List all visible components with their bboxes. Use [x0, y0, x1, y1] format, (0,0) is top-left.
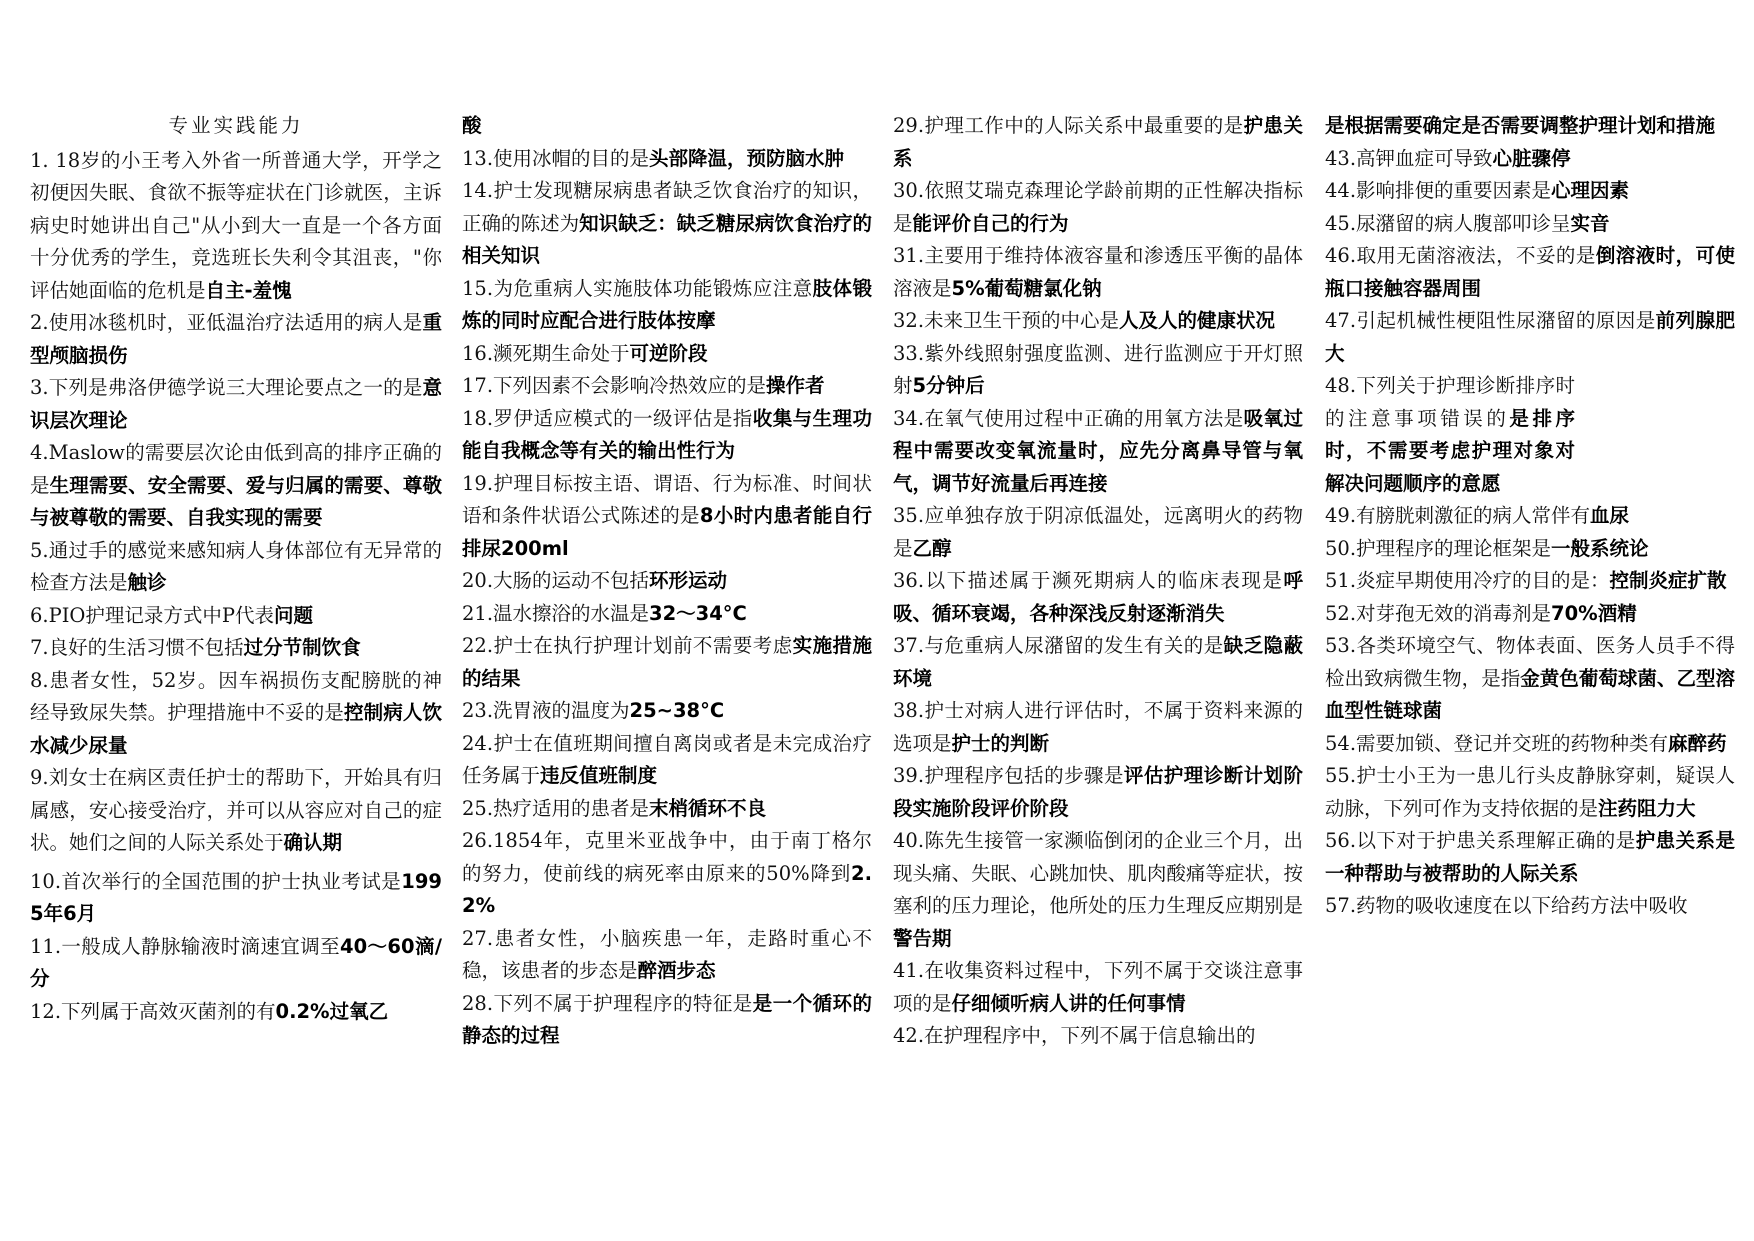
question-text: 52.对芽孢无效的消毒剂是	[1325, 601, 1552, 625]
question-text: 30.依照艾瑞克森理论学龄前期的正性解决指标是	[893, 179, 1303, 235]
answer-text: 头部降温，预防脑水肿	[649, 146, 845, 170]
question-item	[893, 175, 1303, 240]
question-text: 11.一般成人静脉输液时滴速宜调至	[30, 934, 340, 958]
question-item	[1325, 825, 1735, 890]
question-item	[462, 630, 872, 695]
question-text: 8.患者女性，52岁。因车祸损伤支配膀胱的神经导致尿失禁。护理措施中不妥的是	[30, 668, 442, 724]
answer-text: 吸氧过程中需要改变氧流量时，应先分离鼻导管与氧气，调节好流量后再连接	[893, 406, 1303, 495]
question-item	[893, 1020, 1303, 1053]
question-text: 26.1854年，克里米亚战争中，由于南丁格尔的努力，使前线的病死率由原来的50%降到	[462, 829, 872, 885]
question-item	[1325, 175, 1735, 208]
question-item	[462, 565, 872, 598]
question-text: 2.使用冰毯机时，亚低温治疗法适用的病人是	[30, 311, 423, 334]
question-text: 34.在氧气使用过程中正确的用氧方法是	[893, 406, 1244, 430]
answer-text: 警告期	[893, 926, 952, 950]
question-item	[462, 338, 872, 371]
answer-text: 可逆阶段	[629, 341, 708, 365]
answer-text: 实音	[1570, 211, 1610, 235]
question-text: 1. 18岁的小王考入外省一所普通大学，开学之初便因失眠、食欲不振等症状在门诊就医，主诉病史时她讲出自己"从小到大一直是一个各方面十分优秀的学生，竞选班长失利令其沮丧，"你评估她面临的危机是	[30, 148, 442, 302]
answer-text: 心脏骤停	[1492, 146, 1571, 170]
question-text: 53.各类环境空气、物体表面、医务人员手不得检出致病微生物，是指	[1325, 634, 1735, 690]
question-item	[1325, 728, 1735, 761]
answer-text: 仔细倾听病人讲的任何事情	[951, 991, 1186, 1015]
question-item	[30, 600, 442, 633]
answer-text: 25~38°C	[629, 699, 725, 722]
answer-text: 知识缺乏：缺乏糖尿病饮食治疗的相关知识	[462, 211, 872, 267]
question-item	[30, 931, 442, 996]
question-item	[893, 338, 1303, 403]
answer-text: 评估护理诊断计划阶段实施阶段评价阶段	[893, 764, 1303, 820]
question-item	[1325, 760, 1735, 825]
answer-text: 一般系统论	[1551, 536, 1649, 560]
question-item	[1325, 110, 1735, 143]
answer-text: 40～60滴/分	[30, 934, 442, 990]
column-2	[462, 110, 872, 1053]
answer-text: 5%葡萄糖氯化钠	[951, 276, 1102, 300]
question-text: 40.陈先生接管一家濒临倒闭的企业三个月，出现头痛、失眠、心跳加快、肌肉酸痛等症状，按塞利的压力理论，他所处的压力生理反应期别是	[893, 829, 1303, 917]
answer-text: 过分节制饮食	[243, 636, 361, 659]
question-text: 20.大肠的运动不包括	[462, 569, 650, 592]
answer-text: 金黄色葡萄球菌、乙型溶血型性链球菌	[1325, 666, 1735, 722]
question-item	[893, 760, 1303, 825]
question-item	[1325, 370, 1575, 500]
answer-text: 自主-羞愧	[205, 278, 292, 302]
answer-text: 收集与生理功能自我概念等有关的输出性行为	[462, 406, 872, 462]
question-item	[893, 110, 1303, 175]
answer-text: 末梢循环不良	[649, 796, 767, 820]
question-text: 23.洗胃液的温度为	[462, 699, 630, 722]
answer-text: 2.2%	[462, 861, 872, 917]
question-text: 7.良好的生活习惯不包括	[30, 636, 244, 659]
answer-text: 是根据需要确定是否需要调整护理计划和措施	[1325, 114, 1716, 137]
question-text: 6.PIO护理记录方式中P代表	[30, 603, 275, 627]
question-item	[30, 307, 442, 372]
answer-text: 控制炎症扩散	[1609, 569, 1727, 592]
question-text: 4.Maslow的需要层次论由低到高的排序正确的是	[30, 441, 442, 497]
question-item	[1325, 533, 1735, 566]
question-text: 37.与危重病人尿潴留的发生有关的是	[893, 634, 1224, 657]
answer-text: 能评价自己的行为	[912, 211, 1069, 235]
question-text: 25.热疗适用的患者是	[462, 796, 650, 820]
answer-text: 前列腺肥大	[1325, 309, 1735, 365]
answer-text: 心理因素	[1551, 179, 1630, 202]
question-item	[1325, 890, 1735, 923]
question-text: 57.药物的吸收速度在以下给药方法中吸收	[1325, 894, 1688, 917]
question-text: 49.有膀胱刺激征的病人常伴有	[1325, 504, 1591, 527]
question-item	[30, 437, 442, 535]
answer-text: 违反值班制度	[540, 764, 658, 787]
answer-text: 问题	[274, 603, 314, 627]
question-item	[893, 955, 1303, 1020]
answer-text: 实施措施的结果	[462, 634, 872, 690]
question-item	[462, 403, 872, 468]
question-text: 13.使用冰帽的目的是	[462, 146, 650, 170]
question-item	[462, 825, 872, 923]
question-item	[30, 535, 442, 600]
answer-text: 70%酒精	[1551, 601, 1637, 625]
answer-text: 醉酒步态	[637, 959, 716, 982]
answer-text: 5分钟后	[912, 374, 985, 397]
question-item	[893, 403, 1303, 501]
question-text: 44.影响排便的重要因素是	[1325, 179, 1552, 202]
question-item	[30, 665, 442, 763]
question-item	[1325, 208, 1735, 241]
question-item	[462, 370, 872, 403]
question-item	[462, 598, 872, 631]
answer-text: 倒溶液时，可使瓶口接触容器周围	[1325, 244, 1735, 300]
question-text: 36.以下描述属于濒死期病人的临床表现是	[893, 569, 1284, 592]
answer-text: 触诊	[127, 571, 167, 594]
question-text: 32.未来卫生干预的中心是	[893, 309, 1120, 332]
answer-text: 是一个循环的静态的过程	[462, 991, 872, 1047]
question-item	[1325, 500, 1735, 533]
answer-text: 酸	[462, 114, 482, 137]
question-item	[1325, 630, 1735, 728]
answer-text: 乙醇	[912, 536, 952, 560]
question-text: 42.在护理程序中，下列不属于信息输出的	[893, 1024, 1256, 1047]
answer-text: 护患关系	[893, 114, 1303, 170]
answer-text: 护士的判断	[951, 731, 1050, 755]
answer-text: 护患关系是一种帮助与被帮助的人际关系	[1325, 829, 1735, 885]
answer-text: 生理需要、安全需要、爱与归属的需要、尊敬与被尊敬的需要、自我实现的需要	[30, 473, 442, 529]
question-text: 18.罗伊适应模式的一级评估是指	[462, 406, 753, 430]
question-item	[462, 468, 872, 566]
question-text: 15.为危重病人实施肢体功能锻炼应注意	[462, 276, 813, 300]
question-text: 31.主要用于维持体液容量和渗透压平衡的晶体溶液是	[893, 244, 1303, 300]
answer-text: 是排序时，不需要考虑护理对象对解决问题顺序的意愿	[1325, 406, 1575, 495]
question-item	[893, 565, 1303, 630]
question-text: 14.护士发现糖尿病患者缺乏饮食治疗的知识，正确的陈述为	[462, 179, 872, 235]
question-item	[1325, 240, 1735, 305]
question-text: 21.温水擦浴的水温是	[462, 601, 650, 625]
answer-text: 麻醉药	[1668, 731, 1727, 755]
question-item	[30, 866, 442, 931]
column-3	[893, 110, 1303, 1053]
question-text: 46.取用无菌溶液法，不妥的是	[1325, 244, 1596, 267]
question-text: 47.引起机械性梗阻性尿潴留的原因是	[1325, 309, 1656, 332]
question-item	[462, 988, 872, 1053]
question-text: 33.紫外线照射强度监测、进行监测应于开灯照射	[893, 341, 1303, 397]
question-item	[1325, 143, 1735, 176]
answer-text: 确认期	[283, 831, 343, 854]
question-text: 22.护士在执行护理计划前不需要考虑	[462, 634, 793, 657]
answer-text: 8小时内患者能自行排尿200ml	[462, 504, 872, 560]
answer-text: 控制病人饮水减少尿量	[30, 701, 442, 757]
question-text: 10.首次举行的全国范围的护士执业考试是	[30, 869, 402, 893]
answer-text: 重型颅脑损伤	[30, 311, 442, 367]
question-item	[893, 500, 1303, 565]
question-item	[893, 695, 1303, 760]
question-item	[893, 240, 1303, 305]
question-item	[462, 728, 872, 793]
answer-text: 缺乏隐蔽环境	[893, 634, 1303, 690]
question-text: 35.应单独存放于阴凉低温处，远离明火的药物是	[893, 504, 1303, 560]
question-item	[1325, 565, 1735, 598]
question-item	[30, 996, 442, 1029]
question-text: 50.护理程序的理论框架是	[1325, 536, 1552, 560]
question-text: 56.以下对于护患关系理解正确的是	[1325, 829, 1636, 852]
question-text: 5.通过手的感觉来感知病人身体部位有无异常的检查方法是	[30, 538, 442, 594]
column-1	[30, 110, 442, 1028]
question-text: 28.下列不属于护理程序的特征是	[462, 991, 753, 1015]
question-text: 29.护理工作中的人际关系中最重要的是	[893, 114, 1244, 137]
question-item	[462, 793, 872, 826]
answer-text: 操作者	[766, 374, 825, 397]
question-item	[462, 110, 872, 143]
question-item	[30, 632, 442, 665]
question-text: 43.高钾血症可导致	[1325, 146, 1493, 170]
answer-text: 血尿	[1590, 504, 1630, 527]
question-text: 38.护士对病人进行评估时，不属于资料来源的选项是	[893, 699, 1303, 755]
question-item	[893, 825, 1303, 955]
question-text: 9.刘女士在病区责任护士的帮助下，开始具有归属感，安心接受治疗，并可以从容应对自己的症状。她们之间的人际关系处于	[30, 766, 442, 854]
question-text: 45.尿潴留的病人腹部叩诊呈	[1325, 211, 1571, 235]
question-text: 39.护理程序包括的步骤是	[893, 764, 1124, 787]
question-text: 54.需要加锁、登记并交班的药物种类有	[1325, 731, 1669, 755]
answer-text: 32～34°C	[649, 601, 747, 625]
question-item	[462, 143, 872, 176]
answer-text: 注药阻力大	[1598, 796, 1696, 820]
answer-text: 呼吸、循环衰竭，各种深浅反射逐渐消失	[893, 569, 1303, 625]
answer-text: 1995年6月	[30, 869, 442, 925]
question-item	[893, 305, 1303, 338]
question-text: 19.护理目标按主语、谓语、行为标准、时间状语和条件状语公式陈述的是	[462, 471, 872, 527]
question-text: 3.下列是弗洛伊德学说三大理论要点之一的是	[30, 376, 423, 399]
question-text: 41.在收集资料过程中，下列不属于交谈注意事项的是	[893, 959, 1303, 1015]
question-item	[1325, 305, 1735, 370]
question-text: 24.护士在值班期间擅自离岗或者是未完成治疗任务属于	[462, 731, 872, 787]
question-item	[462, 695, 872, 728]
answer-text: 意识层次理论	[30, 376, 442, 432]
answer-text: 环形运动	[649, 569, 728, 592]
page-title: 专业实践能力	[168, 114, 304, 137]
question-text: 27.患者女性，小脑疾患一年，走路时重心不稳，该患者的步态是	[462, 926, 872, 982]
question-text: 55.护士小王为一患儿行头皮静脉穿刺，疑误人动脉，下列可作为支持依据的是	[1325, 764, 1735, 820]
question-text: 51.炎症早期使用冷疗的目的是：	[1325, 569, 1610, 592]
question-item	[30, 372, 442, 437]
question-text: 16.濒死期生命处于	[462, 341, 630, 365]
answer-text: 人及人的健康状况	[1119, 309, 1276, 332]
question-text: 12.下列属于高效灭菌剂的有	[30, 999, 276, 1023]
question-item	[30, 762, 442, 860]
question-item	[462, 923, 872, 988]
question-item	[893, 630, 1303, 695]
question-text: 48.下列关于护理诊断排序时的注意事项错误的	[1325, 374, 1575, 430]
question-item	[1325, 598, 1735, 631]
answer-text: 肢体锻炼的同时应配合进行肢体按摩	[462, 276, 872, 332]
column-4	[1325, 110, 1735, 923]
question-text: 17.下列因素不会影响冷热效应的是	[462, 374, 767, 397]
question-item	[462, 273, 872, 338]
answer-text: 0.2%过氧乙	[275, 999, 389, 1023]
question-item	[30, 145, 442, 308]
question-item	[462, 175, 872, 273]
